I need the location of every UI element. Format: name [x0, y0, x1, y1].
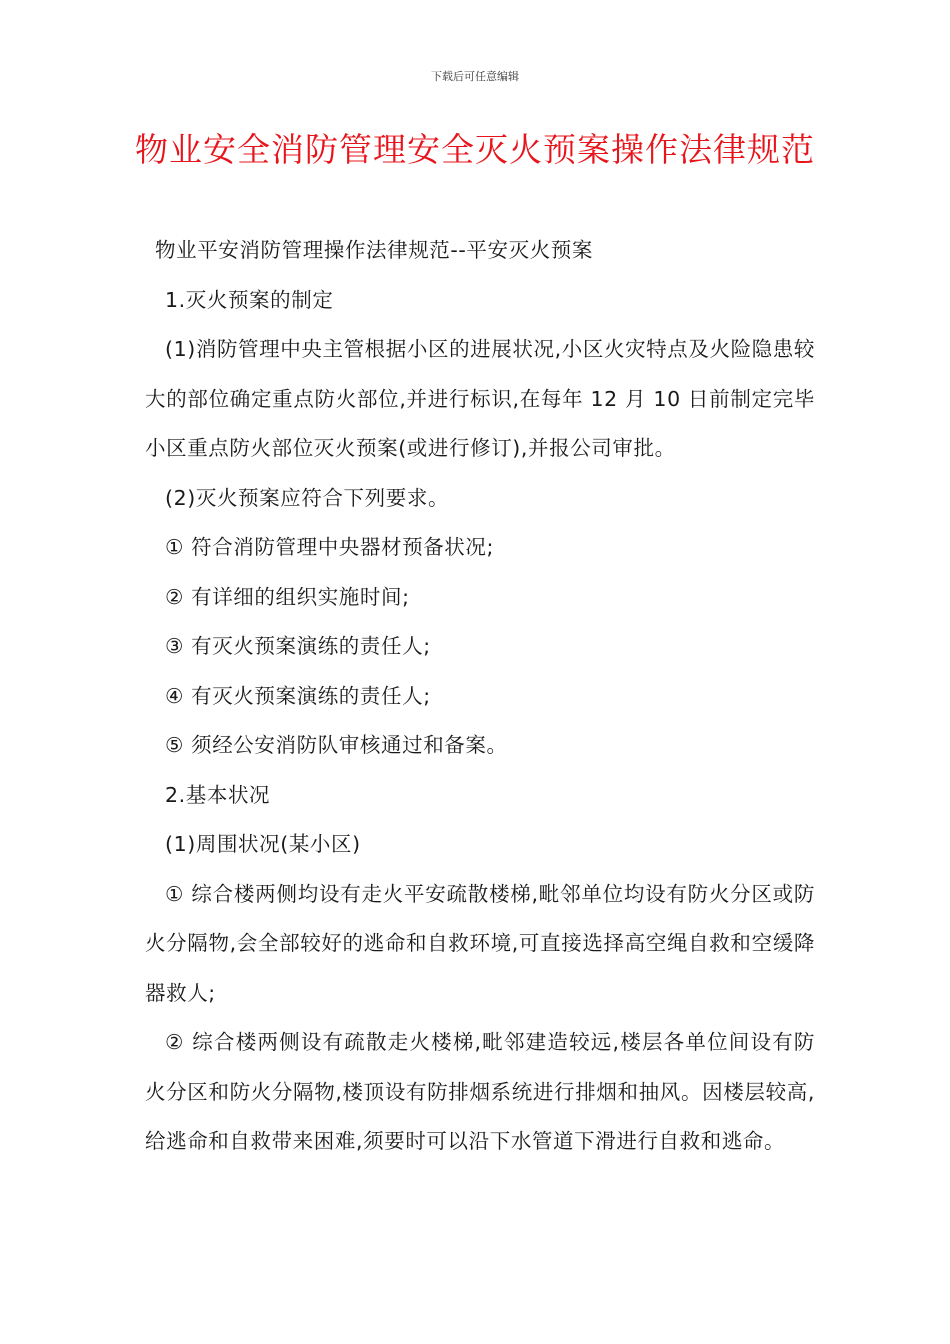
paragraph: (2)灭火预案应符合下列要求。: [165, 485, 450, 510]
list-item: ③ 有灭火预案演练的责任人;: [165, 634, 431, 658]
list-item: ⑤ 须经公安消防队审核通过和备案。: [165, 733, 508, 757]
section-heading-1: 1.灭火预案的制定: [165, 287, 334, 312]
paragraph: (1)消防管理中央主管根据小区的进展状况,小区火灾特点及火险隐患较大的部位确定重点防火部位,并进行标识,在每年 12 月 10 日前制定完毕小区重点防火部位灭火预案(或进行修订),并报公司审批。: [145, 337, 815, 460]
list-item: ② 综合楼两侧设有疏散走火楼梯,毗邻建造较远,楼层各单位间设有防火分区和防火分隔物,楼顶设有防排烟系统进行排烟和抽风。因楼层较高,给逃命和自救带来困难,须要时可以沿下水管道下滑进行自救和逃命。: [145, 1030, 815, 1153]
list-item: ④ 有灭火预案演练的责任人;: [165, 683, 431, 708]
document-body: [145, 226, 815, 1167]
section-heading-2: 2.基本状况: [165, 782, 271, 807]
header-note: 下载后可任意编辑: [431, 70, 519, 83]
subtitle-paragraph: 物业平安消防管理操作法律规范--平安灭火预案: [155, 238, 593, 262]
document-title: 物业安全消防管理安全灭火预案操作法律规范: [135, 130, 815, 169]
list-item: ② 有详细的组织实施时间;: [165, 584, 410, 609]
list-item: ① 综合楼两侧均设有走火平安疏散楼梯,毗邻单位均设有防火分区或防火分隔物,会全部较好的逃命和自救环境,可直接选择高空绳自救和空缓降器救人;: [145, 881, 815, 1005]
list-item: ① 符合消防管理中央器材预备状况;: [165, 535, 494, 559]
paragraph: (1)周围状况(某小区): [165, 832, 361, 856]
